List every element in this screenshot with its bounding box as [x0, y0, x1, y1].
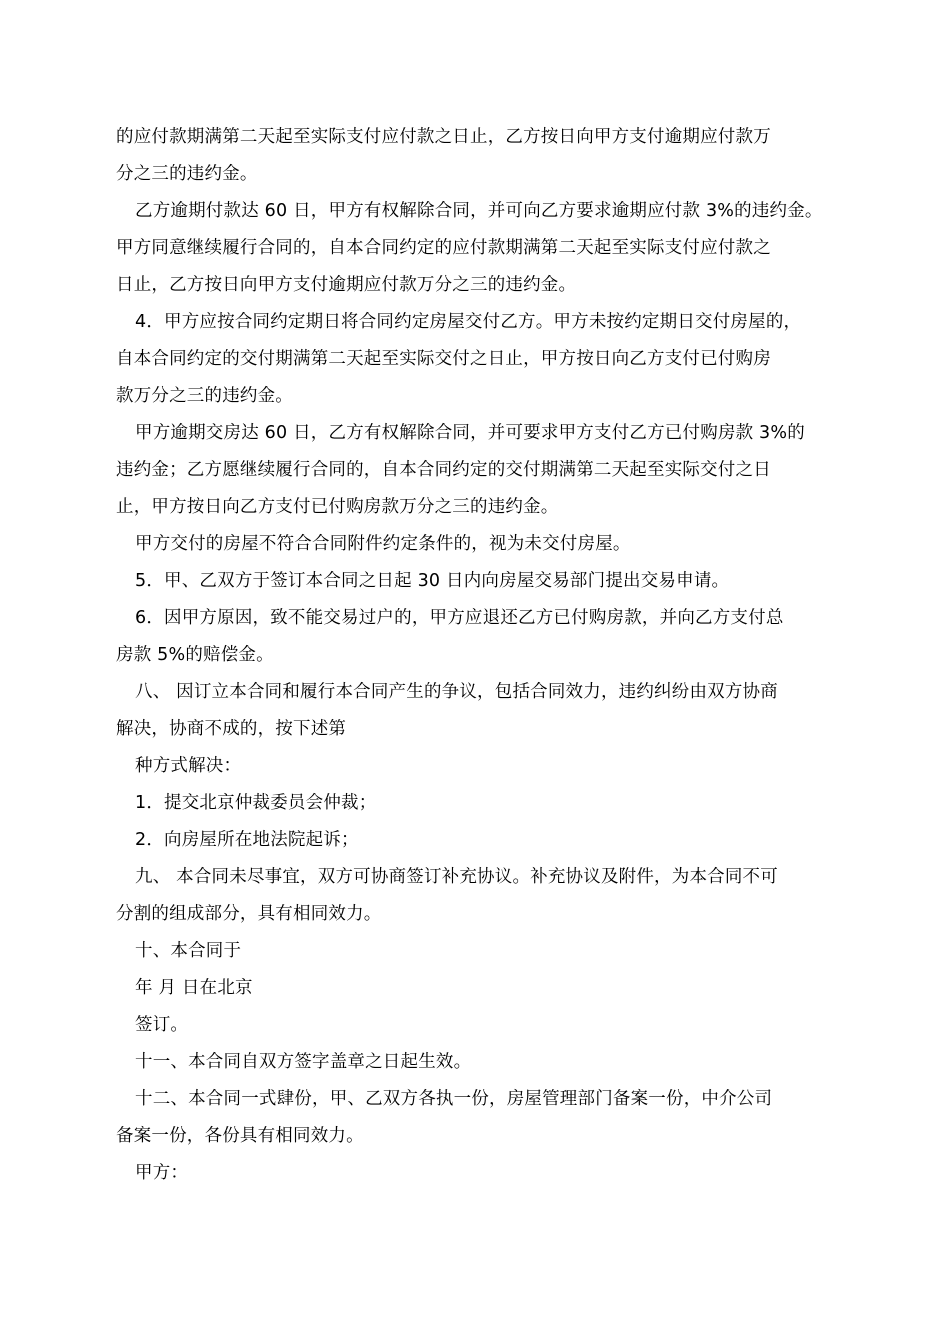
text-line: 1．提交北京仲裁委员会仲裁； — [135, 793, 377, 813]
text-line: 甲方交付的房屋不符合合同附件约定条件的，视为未交付房屋。 — [135, 534, 631, 554]
text-line: 分之三的违约金。 — [116, 164, 258, 184]
text-line: 十、本合同于 — [135, 941, 242, 961]
text-line: 日止，乙方按日向甲方支付逾期应付款万分之三的违约金。 — [116, 275, 577, 295]
text-line: 年 月 日在北京 — [135, 978, 253, 998]
text-line: 甲方逾期交房达 60 日，乙方有权解除合同，并可要求甲方支付乙方已付购房款 3%的 — [135, 423, 805, 443]
text-line: 4．甲方应按合同约定期日将合同约定房屋交付乙方。甲方未按约定期日交付房屋的， — [135, 312, 802, 332]
text-line: 解决，协商不成的，按下述第 — [116, 719, 347, 739]
text-line: 十二、本合同一式肆份，甲、乙双方各执一份，房屋管理部门备案一份，中介公司 — [135, 1089, 773, 1109]
text-line: 备案一份，各份具有相同效力。 — [116, 1126, 364, 1146]
text-line: 违约金；乙方愿继续履行合同的，自本合同约定的交付期满第二天起至实际交付之日 — [116, 460, 771, 480]
text-line: 6．因甲方原因，致不能交易过户的，甲方应退还乙方已付购房款，并向乙方支付总 — [135, 608, 784, 628]
text-line: 甲方： — [135, 1163, 189, 1183]
text-line: 八、 因订立本合同和履行本合同产生的争议，包括合同效力，违约纠纷由双方协商 — [135, 682, 778, 702]
text-line: 种方式解决： — [135, 756, 242, 776]
text-line: 乙方逾期付款达 60 日，甲方有权解除合同，并可向乙方要求逾期应付款 3%的违约金。 — [135, 201, 823, 221]
text-line: 的应付款期满第二天起至实际支付应付款之日止，乙方按日向甲方支付逾期应付款万 — [116, 127, 771, 147]
text-line: 签订。 — [135, 1015, 189, 1035]
text-line: 房款 5%的赔偿金。 — [116, 645, 274, 665]
text-line: 甲方同意继续履行合同的，自本合同约定的应付款期满第二天起至实际支付应付款之 — [116, 238, 771, 258]
text-line: 九、 本合同未尽事宜，双方可协商签订补充协议。补充协议及附件，为本合同不可 — [135, 867, 778, 887]
document-body — [116, 119, 840, 1192]
text-line: 自本合同约定的交付期满第二天起至实际交付之日止，甲方按日向乙方支付已付购房 — [116, 349, 771, 369]
text-line: 分割的组成部分，具有相同效力。 — [116, 904, 382, 924]
text-line: 止，甲方按日向乙方支付已付购房款万分之三的违约金。 — [116, 497, 559, 517]
text-line: 十一、本合同自双方签字盖章之日起生效。 — [135, 1052, 472, 1072]
text-line: 2．向房屋所在地法院起诉； — [135, 830, 359, 850]
text-line: 款万分之三的违约金。 — [116, 386, 293, 406]
text-line: 5．甲、乙双方于签订本合同之日起 30 日内向房屋交易部门提出交易申请。 — [135, 571, 730, 591]
